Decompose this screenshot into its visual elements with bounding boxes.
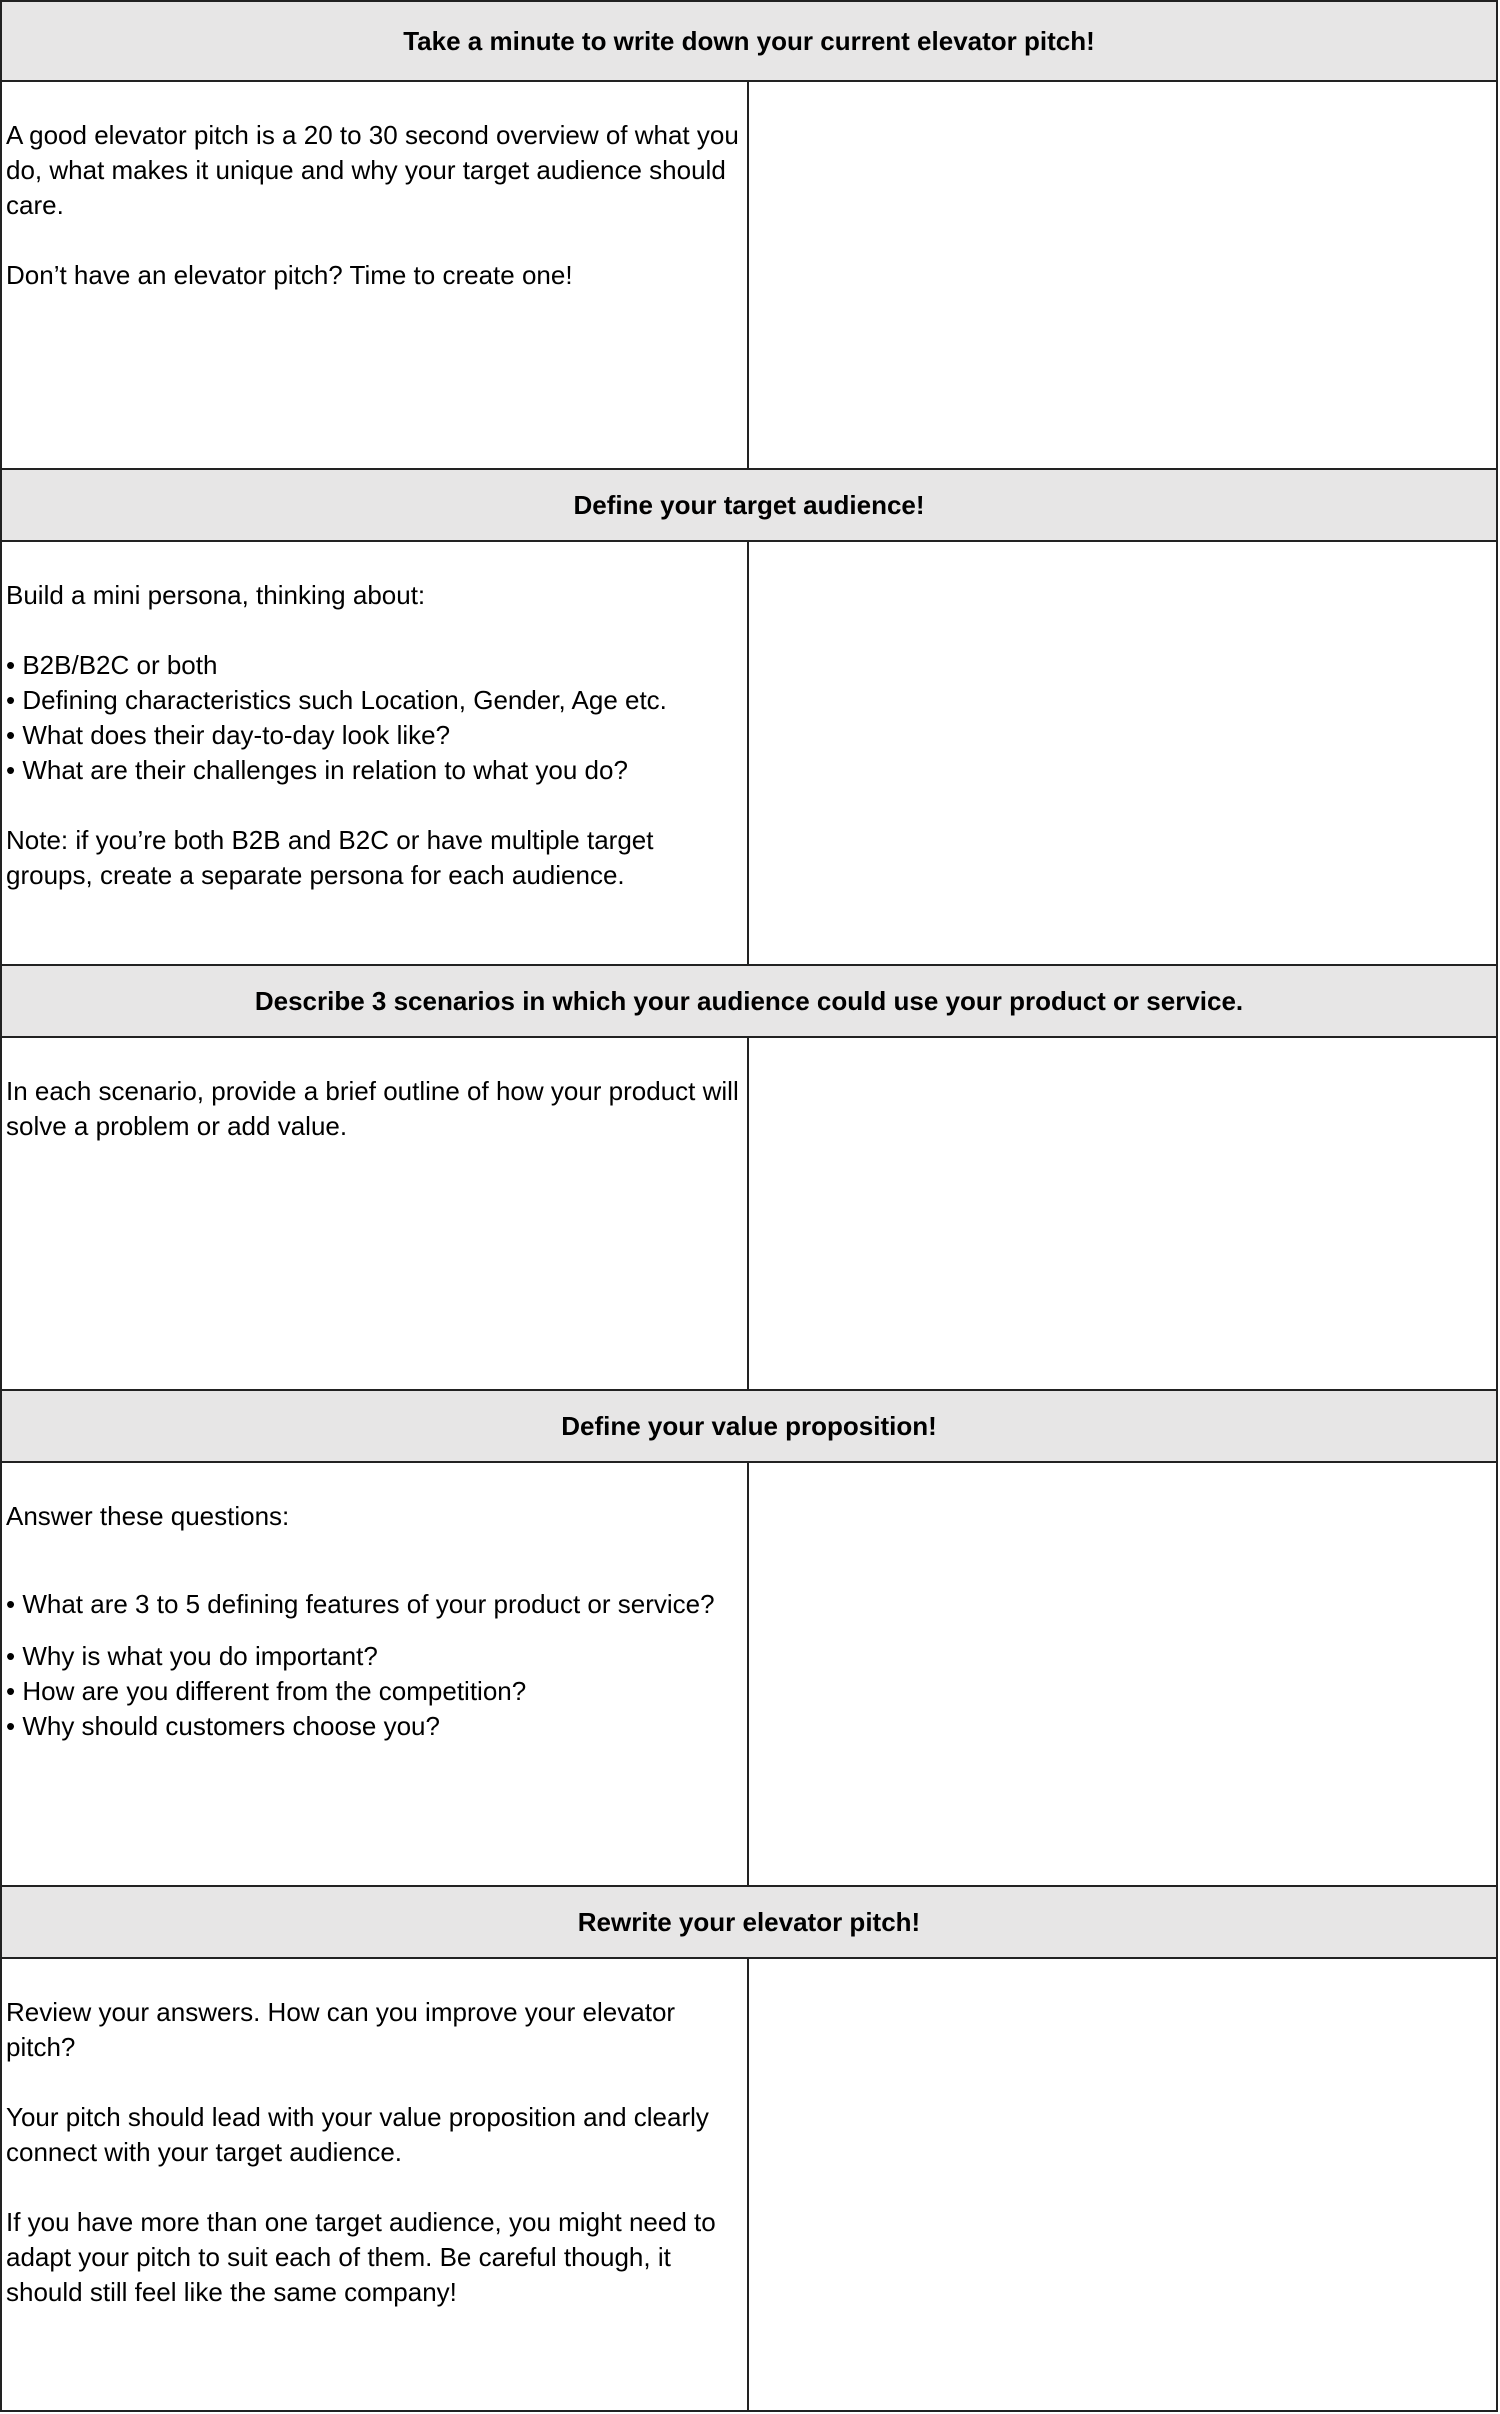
section-header [2,1885,1496,1959]
instructions-cell [2,1463,749,1885]
answer-cell-current-pitch[interactable] [749,82,1496,470]
instruction-text: A good elevator pitch is a 20 to 30 second overview of what you do, what makes it unique and why your target audience should care. [6,120,739,220]
instruction-text: Your pitch should lead with your value proposition and clearly connect with your target audience. [6,2102,709,2167]
instructions-cell [2,1959,749,2411]
instruction-text: Build a mini persona, thinking about: [6,580,426,610]
bullet-item: • What does their day-to-day look like? [6,718,743,753]
instruction-text: Review your answers. How can you improve your elevator pitch? [6,1997,676,2062]
bullet-item: • Why is what you do important? [6,1639,743,1674]
instructions-cell [2,542,749,965]
instructions-cell [2,82,749,470]
bullet-item: • What are their challenges in relation to what you do? [6,753,743,788]
answer-cell-value-proposition[interactable] [749,1463,1496,1885]
bullet-item: • Defining characteristics such Location, Gender, Age etc. [6,683,743,718]
section-title: Define your value proposition! [561,1410,937,1441]
section-header [2,0,1496,82]
section-title: Define your target audience! [573,489,925,520]
section-title: Rewrite your elevator pitch! [577,1906,921,1937]
section-title: Describe 3 scenarios in which your audience could use your product or service. [254,985,1244,1016]
bullet-list [6,648,743,788]
instruction-text: Don’t have an elevator pitch? Time to create one! [6,260,573,290]
bullet-list [6,1587,743,1744]
section-rewrite-pitch [0,1885,1498,2411]
table-bottom-border [0,2410,1498,2412]
section-header [2,468,1496,542]
section-title: Take a minute to write down your current elevator pitch! [403,25,1095,56]
instruction-text: In each scenario, provide a brief outline of how your product will solve a problem or add value. [6,1076,739,1141]
answer-cell-rewrite-pitch[interactable] [749,1959,1496,2411]
answer-cell-scenarios[interactable] [749,1038,1496,1390]
section-value-proposition [0,1389,1498,1885]
section-scenarios [0,964,1498,1390]
bullet-item: • What are 3 to 5 defining features of your product or service? [6,1587,743,1622]
section-current-pitch [0,0,1498,470]
answer-cell-target-audience[interactable] [749,542,1496,965]
section-target-audience [0,468,1498,965]
note-text: Note: if you’re both B2B and B2C or have multiple target groups, create a separate persona for each audience. [6,825,654,890]
section-header [2,964,1496,1038]
bullet-item: • B2B/B2C or both [6,648,743,683]
section-header [2,1389,1496,1463]
instructions-cell [2,1038,749,1390]
bullet-item: • How are you different from the competition? [6,1674,743,1709]
bullet-item: • Why should customers choose you? [6,1709,743,1744]
instruction-text: If you have more than one target audience, you might need to adapt your pitch to suit each of them. Be careful though, it should still feel like the same company! [6,2207,716,2307]
instruction-text: Answer these questions: [6,1501,290,1531]
